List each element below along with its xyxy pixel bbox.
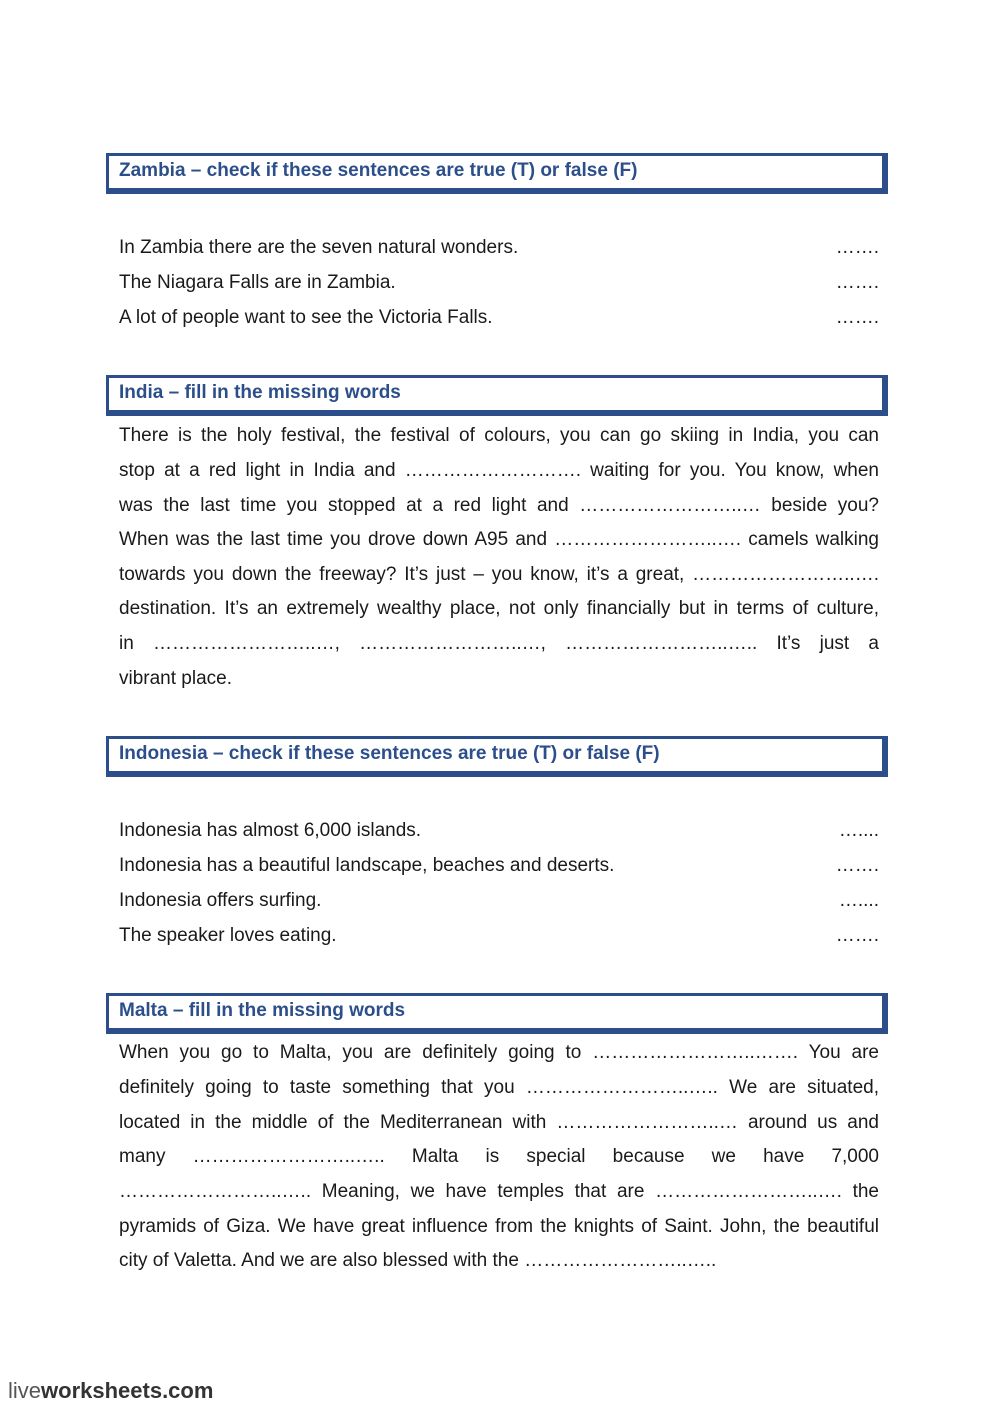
statement-text: The Niagara Falls are in Zambia. <box>119 272 396 293</box>
paragraph-text: beside you? <box>771 495 880 516</box>
paragraph-text: around us and <box>747 1112 879 1133</box>
answer-blank[interactable]: ……. <box>835 307 879 328</box>
malta-line-1 <box>119 1038 879 1068</box>
malta-line-4 <box>119 1142 879 1172</box>
indonesia-item-2 <box>119 851 879 881</box>
answer-blank[interactable]: ……………………..….. <box>119 1181 322 1202</box>
indonesia-section-header <box>106 736 888 777</box>
answer-blank[interactable]: ……………………..….. <box>524 1250 717 1271</box>
answer-blank[interactable]: ……………………..… <box>579 495 772 516</box>
answer-blank[interactable]: ……. <box>835 925 879 946</box>
statement-text: A lot of people want to see the Victoria Falls. <box>119 307 493 328</box>
indonesia-item-1 <box>119 816 879 846</box>
india-line-1 <box>119 421 879 451</box>
zambia-item-2 <box>119 268 879 298</box>
paragraph-text: Malta is special because we have 7,000 <box>411 1146 880 1167</box>
answer-blank[interactable]: ……………………..…, <box>153 633 360 654</box>
paragraph-text: vibrant place. <box>119 668 233 689</box>
paragraph-text: It’s just a <box>776 633 879 654</box>
answer-blank[interactable]: ……………………..….. <box>525 1077 730 1098</box>
malta-section-header <box>106 993 888 1034</box>
paragraph-text: camels walking <box>748 529 879 550</box>
paragraph-text: There is the holy festival, the festival of colours, you can go skiing in India, you can <box>119 425 879 446</box>
answer-blank[interactable]: ….... <box>838 890 879 911</box>
india-line-5 <box>119 560 879 590</box>
statement-text: Indonesia has almost 6,000 islands. <box>119 820 422 841</box>
answer-blank[interactable]: ……………………..….. <box>192 1146 385 1167</box>
logo-text-live: live <box>8 1378 42 1403</box>
paragraph-text: the <box>852 1181 879 1202</box>
answer-blank[interactable]: ….... <box>838 820 879 841</box>
liveworksheets-logo <box>8 1378 213 1404</box>
statement-text: Indonesia has a beautiful landscape, beaches and deserts. <box>119 855 615 876</box>
paragraph-text: city of Valetta. And we are also blessed with the <box>119 1250 525 1271</box>
malta-line-7 <box>119 1246 879 1276</box>
answer-blank[interactable]: ……………………..… <box>556 1112 748 1133</box>
answer-blank[interactable]: ……. <box>835 855 879 876</box>
malta-section-title: Malta – fill in the missing words <box>119 1000 406 1021</box>
india-line-7 <box>119 629 879 659</box>
answer-blank[interactable]: ……………………..……. <box>592 1042 799 1063</box>
answer-blank[interactable]: ……………………..…. <box>692 564 879 585</box>
indonesia-item-3 <box>119 886 879 916</box>
paragraph-text: many <box>119 1146 193 1167</box>
paragraph-text: pyramids of Giza. We have great influence from the knights of Saint. John, the beautiful <box>119 1216 879 1237</box>
zambia-item-3 <box>119 303 879 333</box>
zambia-item-1 <box>119 233 879 263</box>
indonesia-section-title: Indonesia – check if these sentences are true (T) or false (F) <box>119 743 660 764</box>
statement-text: Indonesia offers surfing. <box>119 890 322 911</box>
paragraph-text: destination. It’s an extremely wealthy place, not only financially but in terms of culture, <box>119 598 879 619</box>
answer-blank[interactable]: ……………………..…, <box>359 633 566 654</box>
answer-blank[interactable]: ……. <box>835 237 879 258</box>
zambia-section-title: Zambia – check if these sentences are true (T) or false (F) <box>119 160 638 181</box>
paragraph-text: We are situated, <box>729 1077 879 1098</box>
india-line-2 <box>119 456 879 486</box>
answer-blank[interactable]: ……………………..….. <box>565 633 777 654</box>
statement-text: The speaker loves eating. <box>119 925 337 946</box>
malta-line-3 <box>119 1108 879 1138</box>
answer-blank[interactable]: ……………………..…. <box>655 1181 853 1202</box>
paragraph-text: was the last time you stopped at a red light and <box>119 495 580 516</box>
india-line-3 <box>119 491 879 521</box>
answer-blank[interactable]: ……. <box>835 272 879 293</box>
india-section-title: India – fill in the missing words <box>119 382 401 403</box>
paragraph-text: towards you down the freeway? It’s just – you know, it’s a great, <box>119 564 693 585</box>
paragraph-text: When was the last time you drove down A95 and <box>119 529 555 550</box>
answer-blank[interactable]: ………………………. <box>404 460 591 481</box>
paragraph-text: When you go to Malta, you are definitely going to <box>119 1042 593 1063</box>
india-section-header <box>106 375 888 416</box>
malta-line-5 <box>119 1177 879 1207</box>
answer-blank[interactable]: ……………………..…. <box>554 529 749 550</box>
india-line-6 <box>119 594 879 624</box>
paragraph-text: Meaning, we have temples that are <box>321 1181 656 1202</box>
statement-text: In Zambia there are the seven natural wonders. <box>119 237 519 258</box>
paragraph-text: located in the middle of the Mediterranean with <box>119 1112 557 1133</box>
indonesia-item-4 <box>119 921 879 951</box>
malta-line-2 <box>119 1073 879 1103</box>
paragraph-text: waiting for you. You know, when <box>590 460 879 481</box>
logo-text-worksheets: worksheets.com <box>41 1378 214 1403</box>
zambia-section-header <box>106 153 888 194</box>
india-line-8 <box>119 664 879 694</box>
paragraph-text: stop at a red light in India and <box>119 460 405 481</box>
paragraph-text: definitely going to taste something that you <box>119 1077 526 1098</box>
india-line-4 <box>119 525 879 555</box>
paragraph-text: in <box>119 633 154 654</box>
paragraph-text: You are <box>798 1042 879 1063</box>
malta-line-6 <box>119 1212 879 1242</box>
